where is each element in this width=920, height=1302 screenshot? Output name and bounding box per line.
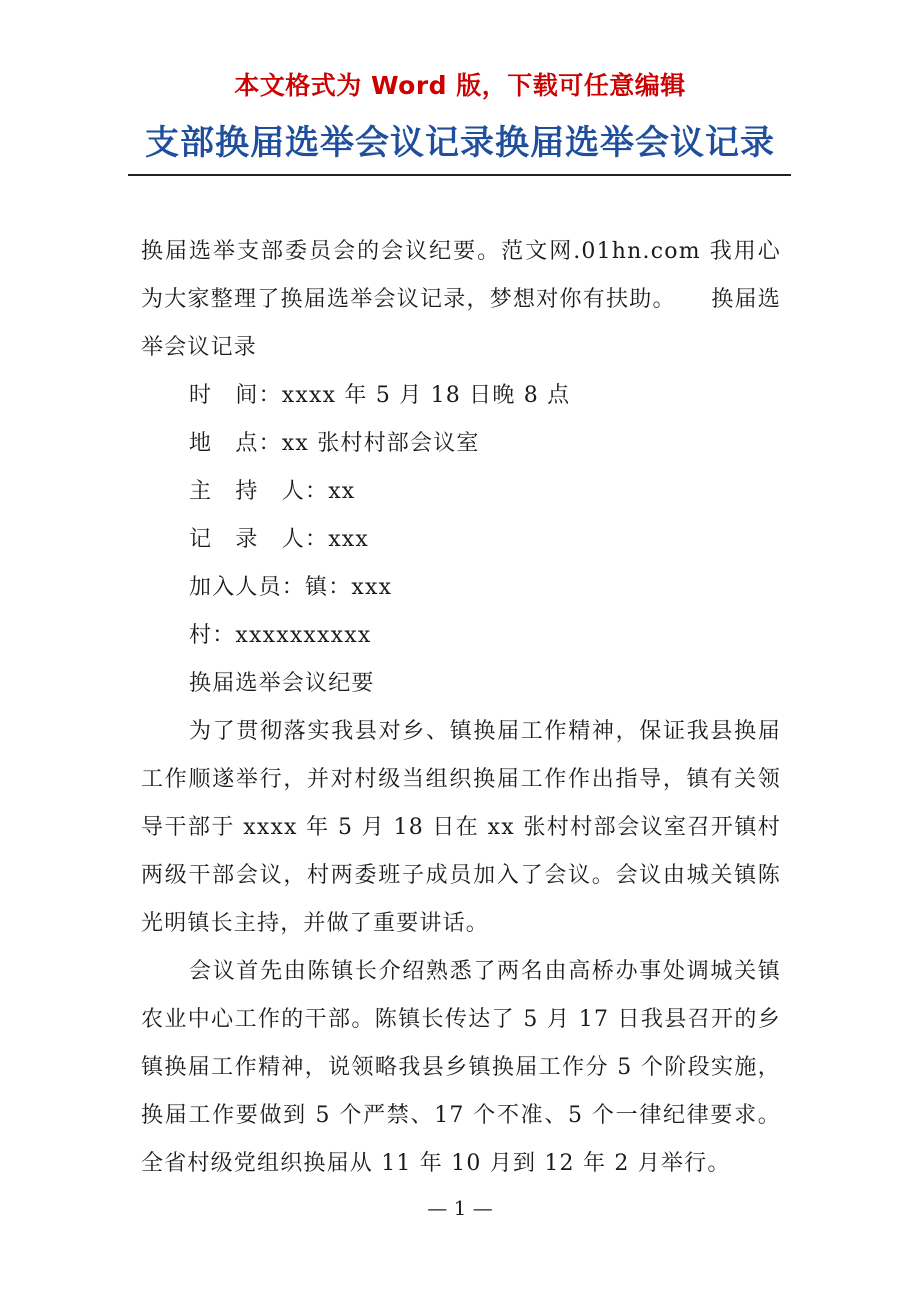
minutes-heading: 换届选举会议纪要 <box>189 671 375 696</box>
meeting-host: 主 持 人：xx <box>189 479 356 504</box>
body-paragraph: 为了贯彻落实我县对乡、镇换届工作精神，保证我县换届工作顺遂举行，并对村级当组织换届工作作出指导，镇有关领导干部于 xxxx 年 5 月 18 日在 xx 张村村部会议室召开镇村两级干部会议，村两委班子成员加入了会议。会议由城关镇陈光明镇长主持，并做了重要讲话。 <box>141 719 781 936</box>
meeting-time: 时 间：xxxx 年 5 月 18 日晚 8 点 <box>189 383 571 408</box>
body-paragraph: 会议首先由陈镇长介绍熟悉了两名由高桥办事处调城关镇农业中心工作的干部。陈镇长传达了 5 月 17 日我县召开的乡镇换届工作精神，说领略我县乡镇换届工作分 5 个阶段实施，换届工作要做到 5 个严禁、17 个不准、5 个一律纪律要求。全省村级党组织换届从 11 年 10 月到 12 年 2 月举行。 <box>141 959 781 1176</box>
meeting-attendees-town: 加入人员：镇：xxx <box>189 575 393 600</box>
meeting-attendees-village: 村：xxxxxxxxxx <box>189 623 372 648</box>
title-divider <box>128 174 791 176</box>
meeting-location: 地 点：xx 张村村部会议室 <box>189 431 480 456</box>
meeting-recorder: 记 录 人：xxx <box>189 527 370 552</box>
page-number: — 1 — <box>427 1196 493 1220</box>
document-title: 支部换届选举会议记录换届选举会议记录 <box>145 123 775 163</box>
document-body <box>141 228 781 1188</box>
intro-paragraph: 换届选举支部委员会的会议纪要。范文网.01hn.com 我用心为大家整理了换届选举会议记录，梦想对你有扶助。 换届选举会议记录 <box>141 239 781 360</box>
format-notice: 本文格式为 Word 版，下载可任意编辑 <box>234 71 686 100</box>
